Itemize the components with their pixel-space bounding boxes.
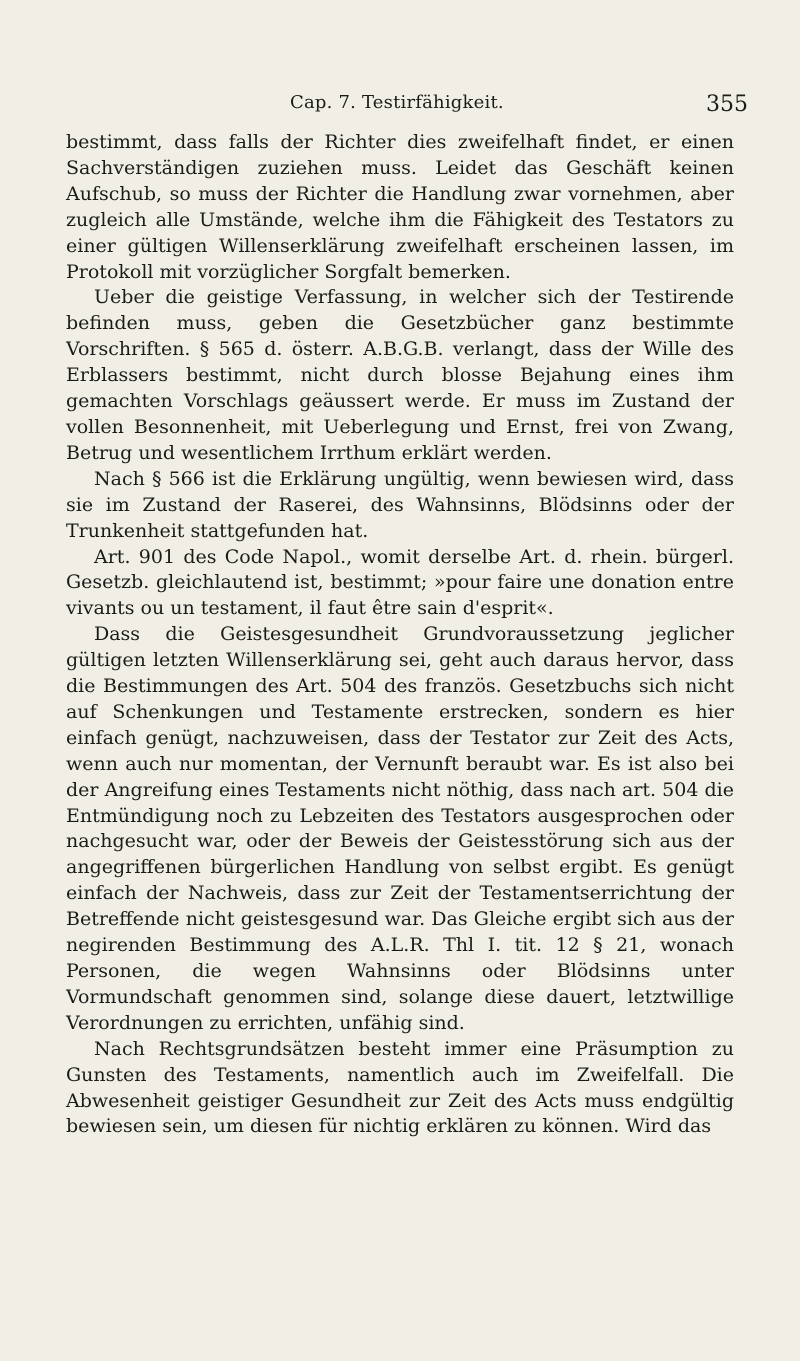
page-number: 355 [706, 92, 748, 117]
body-text [66, 130, 734, 1140]
paragraph-2: Ueber die geistige Verfassung, in welcher sich der Testirende befinden muss, geben die Gesetzbücher ganz bestimmte Vorschriften. § 565 d. österr. A.B.G.B. verlangt, dass der Wille des Erblassers bestimmt, nicht durch blosse Bejahung eines ihm gemachten Vorschlags geäussert werde. Er muss im Zustand der vollen Besonnenheit, mit Ueberlegung und Ernst, frei von Zwang, Betrug und wesentlichem Irrthum erklärt werden. [66, 286, 734, 464]
paragraph-4: Art. 901 des Code Napol., womit derselbe Art. d. rhein. bürgerl. Gesetzb. gleichlautend ist, bestimmt; »pour faire une donation entre vivants ou un testament, il faut être sain d'esprit«. [66, 545, 734, 620]
running-head-title: Cap. 7. Testirfähigkeit. [290, 92, 504, 113]
paragraph-5: Dass die Geistesgesundheit Grundvoraussetzung jeglicher gültigen letzten Willenserklärung sei, geht auch daraus hervor, dass die Bestimmungen des Art. 504 des französ. Gesetzbuchs sich nicht auf Schenkungen und Testamente erstrecken, sondern es hier einfach genügt, nachzuweisen, dass der Testator zur Zeit des Acts, wenn auch nur momentan, der Vernunft beraubt war. Es ist also bei der Angreifung eines Testaments nicht nöthig, dass nach art. 504 die Entmündigung noch zu Lebzeiten des Testators ausgesprochen oder nachgesucht war, oder der Beweis der Geistesstörung sich aus der angegriffenen bürgerlichen Handlung von selbst ergibt. Es genügt einfach der Nachweis, dass zur Zeit der Testamentserrichtung der Betreffende nicht geistesgesund war. Das Gleiche ergibt sich aus der negirenden Bestimmung des A.L.R. Thl I. tit. 12 § 21, wonach Personen, die wegen Wahnsinns oder Blödsinns unter Vormundschaft genommen sind, solange diese dauert, letztwillige Verordnungen zu errichten, unfähig sind. [66, 623, 734, 1034]
paragraph-3: Nach § 566 ist die Erklärung ungültig, wenn bewiesen wird, dass sie im Zustand der Raserei, des Wahnsinns, Blödsinns oder der Trunkenheit stattgefunden hat. [66, 467, 734, 542]
paragraph-1: bestimmt, dass falls der Richter dies zweifelhaft findet, er einen Sachverständigen zuziehen muss. Leidet das Geschäft keinen Aufschub, so muss der Richter die Handlung zwar vornehmen, aber zugleich alle Umstände, welche ihm die Fähigkeit des Testators zu einer gültigen Willenserklärung zweifelhaft erscheinen lassen, im Protokoll mit vorzüglicher Sorgfalt bemerken. [66, 131, 734, 283]
paragraph-6: Nach Rechtsgrundsätzen besteht immer eine Präsumption zu Gunsten des Testaments, namentlich auch im Zweifelfall. Die Abwesenheit geistiger Gesundheit zur Zeit des Acts muss endgültig bewiesen sein, um diesen für nichtig erklären zu können. Wird das [66, 1037, 734, 1138]
